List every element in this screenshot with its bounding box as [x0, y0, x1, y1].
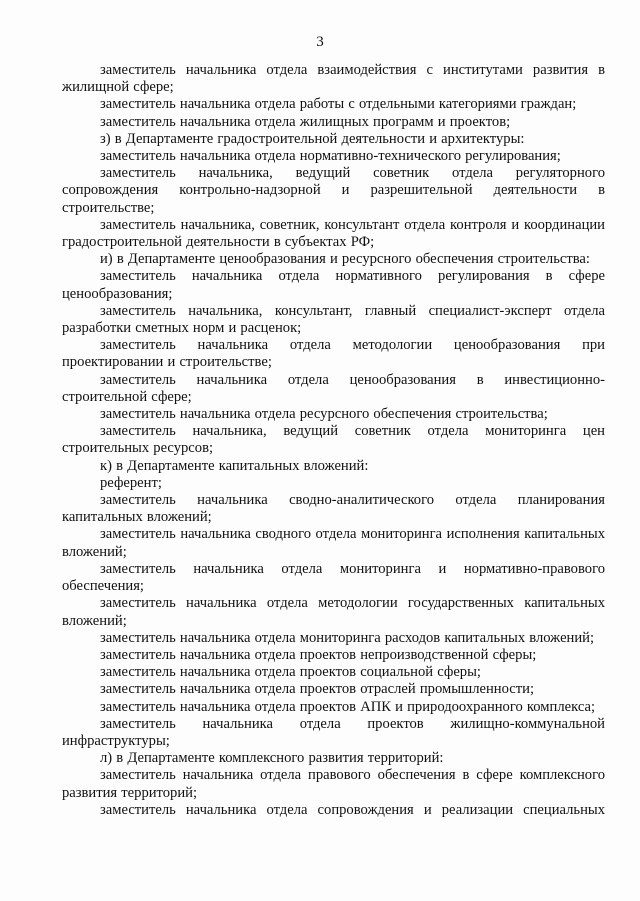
- paragraph: заместитель начальника отдела методологии ценообразования при проектировании и строительстве;: [62, 337, 605, 371]
- paragraph: заместитель начальника, ведущий советник отдела регуляторного сопровождения контрольно-надзорной и разрешительной деятельности в строительстве;: [62, 165, 605, 216]
- paragraph: заместитель начальника отдела проектов социальной сферы;: [100, 664, 481, 681]
- paragraph: заместитель начальника, консультант, главный специалист-эксперт отдела разработки сметных норм и расценок;: [62, 302, 605, 337]
- paragraph: заместитель начальника, ведущий советник отдела мониторинга цен строительных ресурсов;: [62, 423, 605, 457]
- paragraph: з) в Департаменте градостроительной деятельности и архитектуры:: [100, 130, 525, 147]
- paragraph: к) в Департаменте капитальных вложений:: [100, 457, 369, 474]
- paragraph: заместитель начальника отдела ценообразования в инвестиционно-строительной сфере;: [62, 371, 605, 405]
- paragraph: заместитель начальника отдела правового обеспечения в сфере комплексного развития территорий;: [62, 767, 605, 801]
- paragraph: заместитель начальника отдела взаимодействия с институтами развития в жилищной сфере;: [62, 62, 605, 96]
- paragraph: заместитель начальника отдела проектов отраслей промышленности;: [100, 681, 534, 698]
- paragraph: заместитель начальника отдела мониторинга расходов капитальных вложений;: [100, 629, 595, 646]
- paragraph: л) в Департаменте комплексного развития территорий:: [100, 750, 444, 767]
- paragraph: заместитель начальника отдела проектов жилищно-коммунальной инфраструктуры;: [62, 715, 605, 749]
- paragraph: заместитель начальника отдела методологии государственных капитальных вложений;: [62, 595, 605, 629]
- paragraph: заместитель начальника отдела нормативного регулирования в сфере ценообразования;: [62, 268, 605, 302]
- paragraph: заместитель начальника, советник, консультант отдела контроля и координации градостроительной деятельности в субъектах РФ;: [62, 216, 605, 251]
- paragraph: заместитель начальника отдела ресурсного обеспечения строительства;: [100, 406, 548, 423]
- paragraph: заместитель начальника отдела нормативно-технического регулирования;: [100, 148, 561, 165]
- paragraph: заместитель начальника отдела жилищных программ и проектов;: [100, 113, 511, 130]
- document-body: [62, 62, 605, 819]
- paragraph: заместитель начальника сводно-аналитического отдела планирования капитальных вложений;: [62, 492, 605, 526]
- paragraph: заместитель начальника отдела мониторинга и нормативно-правового обеспечения;: [62, 560, 605, 595]
- paragraph: заместитель начальника отдела проектов АПК и природоохранного комплекса;: [100, 698, 596, 715]
- paragraph: референт;: [100, 474, 162, 491]
- page-number: 3: [316, 34, 324, 50]
- paragraph: заместитель начальника отдела сопровождения и реализации специальных: [100, 801, 605, 818]
- paragraph: заместитель начальника сводного отдела мониторинга исполнения капитальных вложений;: [62, 526, 605, 560]
- paragraph: заместитель начальника отдела проектов непроизводственной сферы;: [100, 646, 537, 663]
- paragraph: заместитель начальника отдела работы с отдельными категориями граждан;: [100, 96, 577, 113]
- paragraph: и) в Департаменте ценообразования и ресурсного обеспечения строительства:: [100, 251, 590, 268]
